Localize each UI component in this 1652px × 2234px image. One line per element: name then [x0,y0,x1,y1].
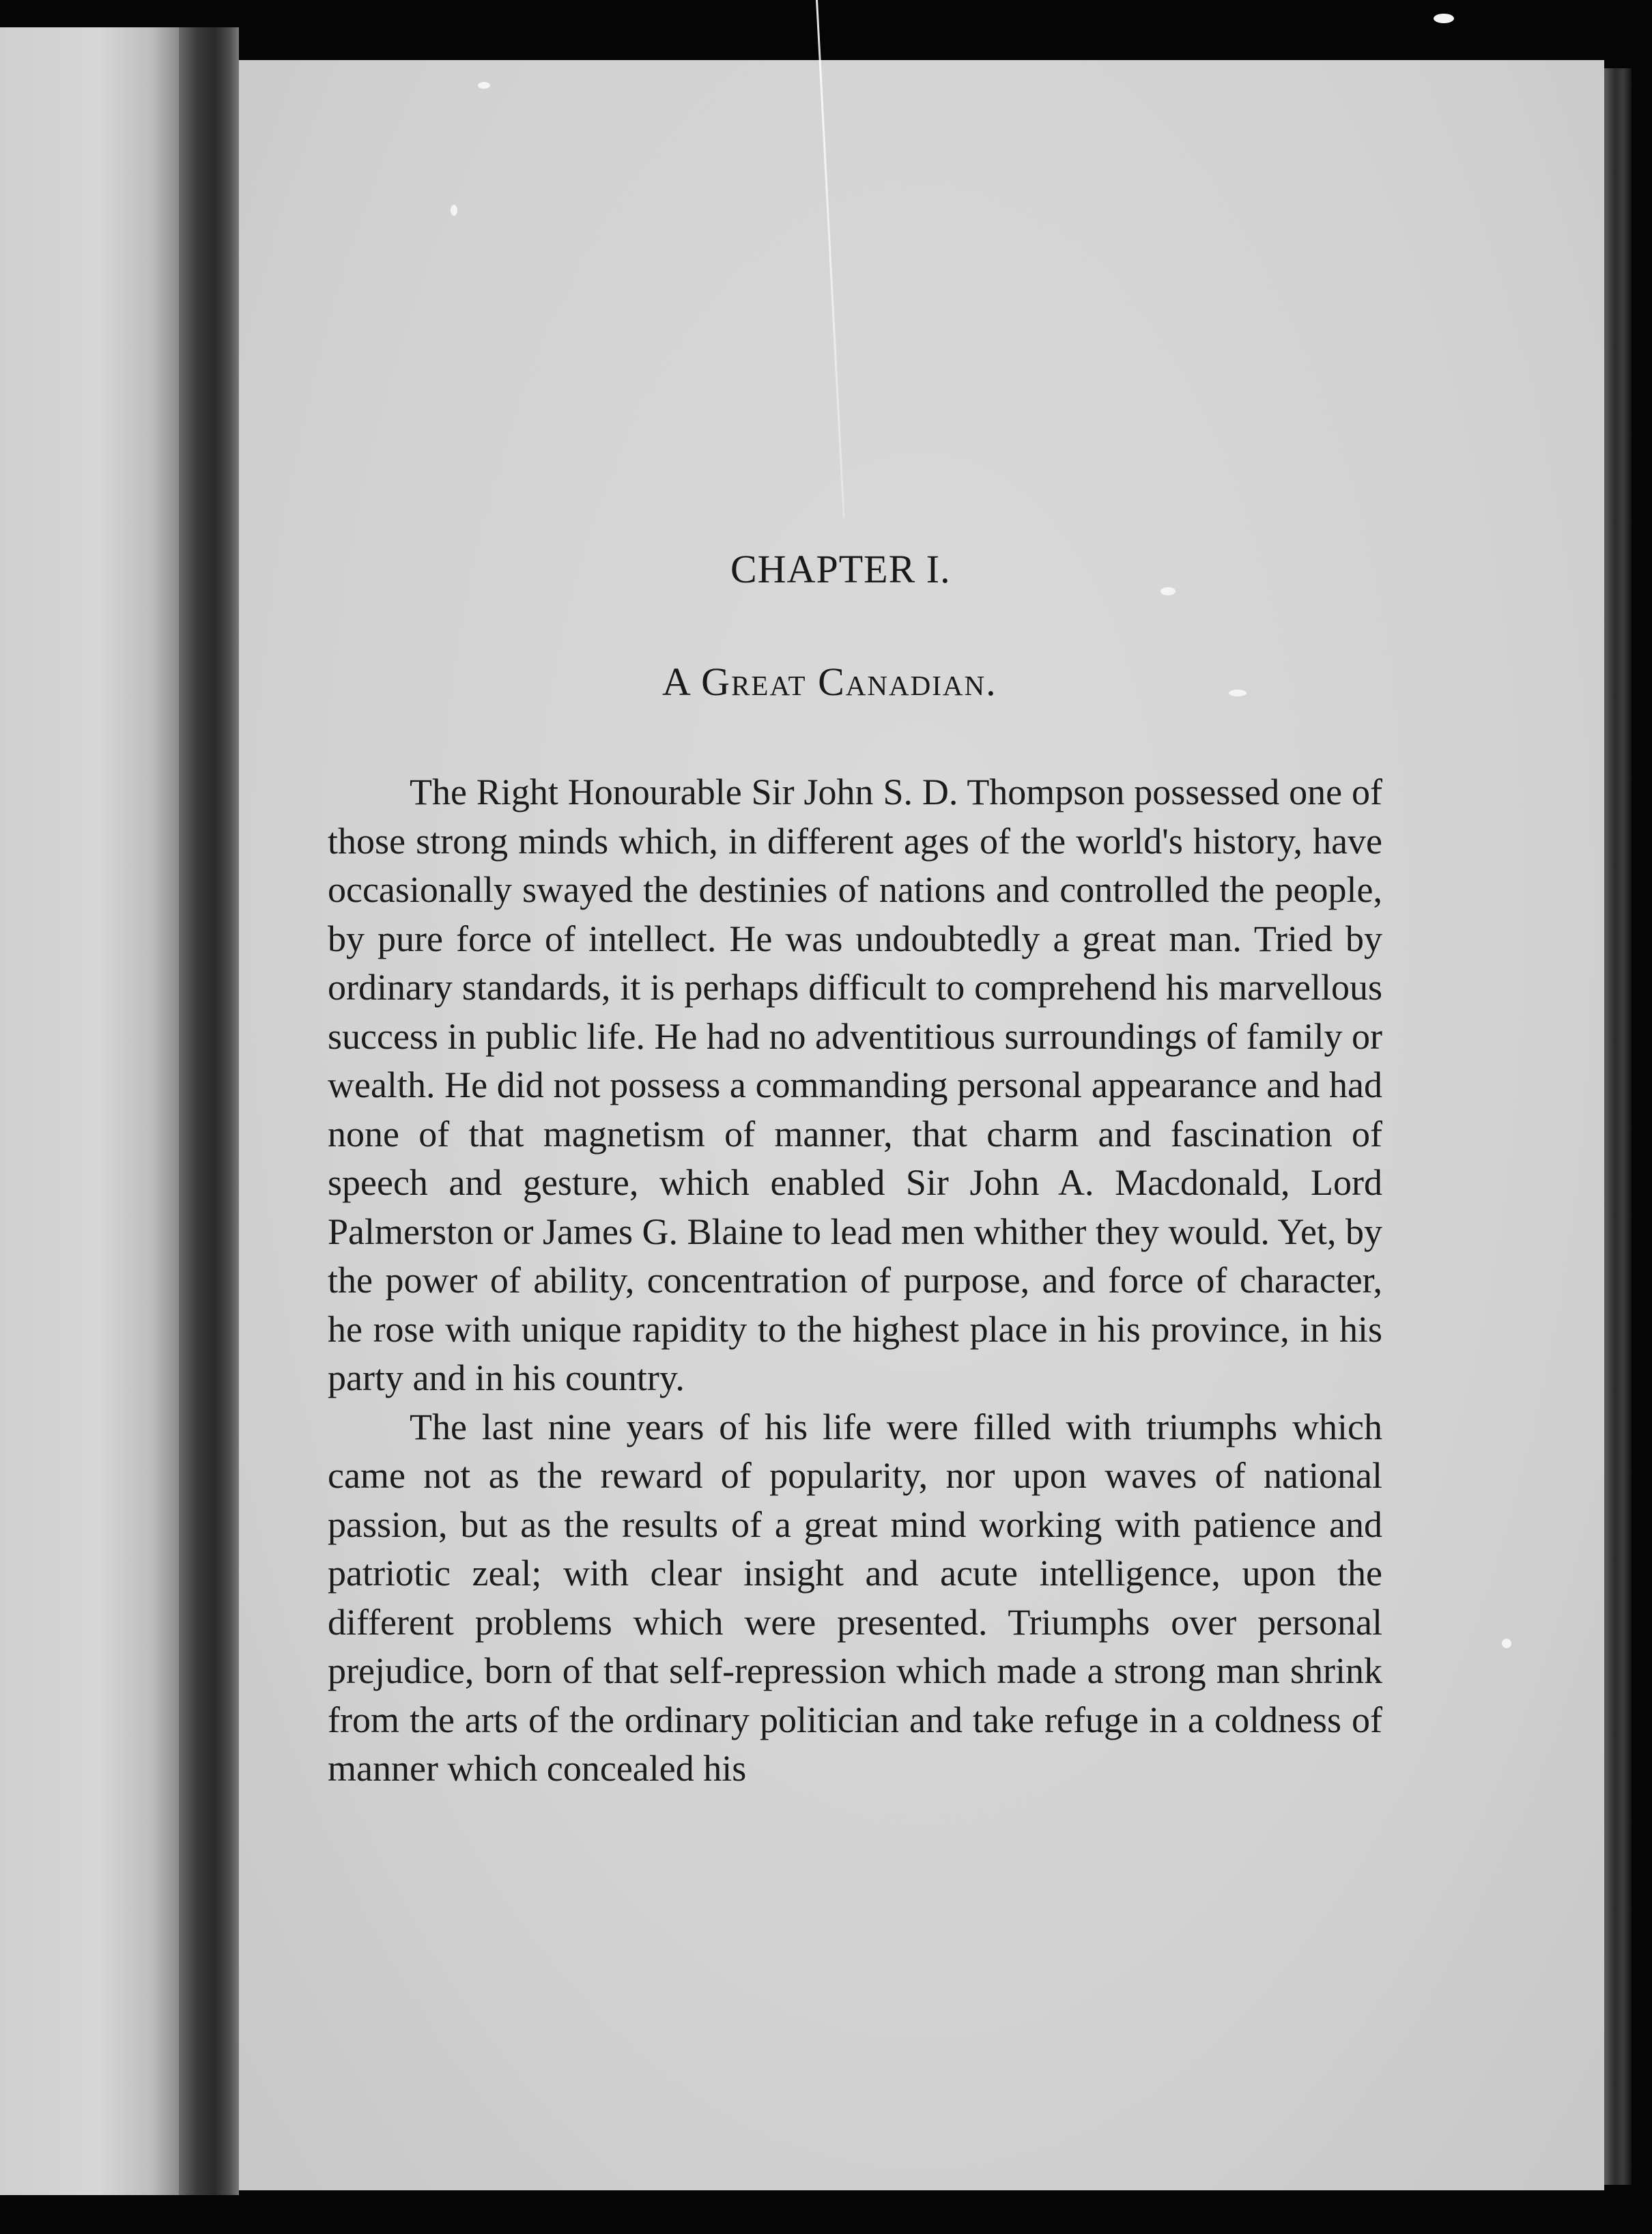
body-text [328,768,1382,1794]
page-fore-edge [1604,68,1632,2185]
chapter-title: A Great Canadian. [662,660,997,704]
film-speck [1160,587,1176,595]
film-speck [1229,690,1247,696]
film-speck [1502,1639,1511,1648]
film-speck [478,82,490,89]
paragraph-2: The last nine years of his life were filled with triumphs which came not as the reward of popularity, nor upon waves of national passion, but as the results of a great mind working with patience and patriotic zeal; with clear insight and acute intelligence, upon the different problems which were presented. Triumphs over personal prejudice, born of that self-repression which made a strong man shrink from the arts of the ordinary politician and take refuge in a coldness of manner which concealed his [328,1406,1382,1789]
film-speck [451,205,457,216]
book-gutter [179,27,239,2195]
chapter-heading: CHAPTER I. [730,547,951,591]
film-speck [1434,14,1454,23]
facing-page [0,27,179,2195]
paragraph-1: The Right Honourable Sir John S. D. Thompson possessed one of those strong minds which, in different ages of the world's history, have occasionally swayed the destinies of nations and controlled the people, by pure force of intellect. He was undoubtedly a great man. Tried by ordinary standards, it is perhaps difficult to comprehend his marvellous success in public life. He had no adventitious surroundings of family or wealth. He did not possess a commanding personal appearance and had none of that magnetism of manner, that charm and fascination of speech and gesture, which enabled Sir John A. Macdonald, Lord Palmerston or James G. Blaine to lead men whither they would. Yet, by the power of ability, concentration of purpose, and force of character, he rose with unique rapidity to the highest place in his province, in his party and in his country. [328,772,1382,1398]
